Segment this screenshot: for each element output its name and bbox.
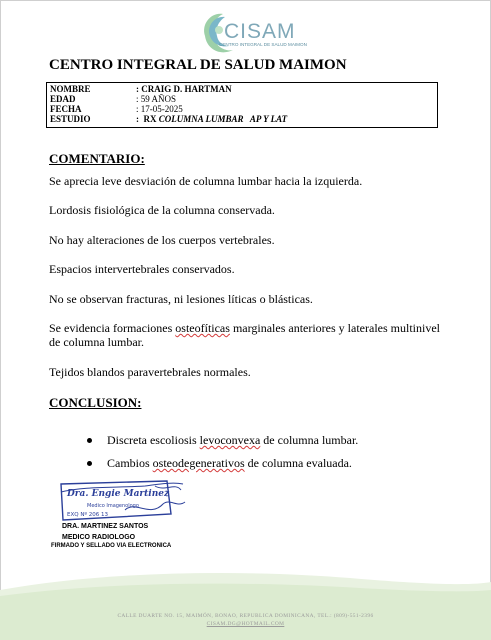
- signer-name: DRA. MARTINEZ SANTOS: [62, 523, 149, 530]
- footer-wave: [0, 568, 491, 640]
- comentario-p6: [49, 321, 449, 349]
- study-value: COLUMNA LUMBAR AP Y LAT: [158, 114, 288, 124]
- item1-part-c: de columna lumbar.: [260, 433, 359, 447]
- footer-email[interactable]: CISAM.DG@HOTMAIL.COM: [206, 621, 285, 627]
- signer-info: [62, 521, 148, 543]
- stamp-exeq: EXQ Nº 206 13: [67, 512, 109, 518]
- comentario-p7: Tejidos blandos paravertebrales normales.: [49, 365, 251, 379]
- logo-text: CISAM: [224, 20, 296, 43]
- logo-subtext: CENTRO INTEGRAL DE SALUD MAIMON: [219, 42, 307, 47]
- info-row-name: [50, 84, 232, 94]
- comentario-p2: Lordosis fisiológica de la columna conservada.: [49, 203, 275, 217]
- patient-info-box: [46, 82, 438, 128]
- item2-part-c: de columna evaluada.: [244, 456, 352, 470]
- date-label: FECHA: [50, 104, 82, 114]
- comentario-p5: No se observan fracturas, ni lesiones líticas o blásticas.: [49, 292, 313, 306]
- info-row-age: [50, 94, 176, 104]
- footer-address: CALLE DUARTE NO. 15, MAIMÓN, BONAO, REPUBLICA DOMINICANA, TEL.: (809)-551-2396: [117, 613, 374, 619]
- study-prefix: : RX: [136, 114, 159, 124]
- item2-part-b: osteodegenerativos: [152, 456, 245, 470]
- document-title: CENTRO INTEGRAL DE SALUD MAIMON: [49, 57, 347, 73]
- signature-note: FIRMADO Y SELLADO VIA ELECTRONICA: [51, 543, 172, 549]
- bullet-icon: [87, 461, 92, 466]
- comentario-p1: Se aprecia leve desviación de columna lumbar hacia la izquierda.: [49, 174, 363, 188]
- info-row-study: [50, 114, 287, 124]
- age-value: : 59 AÑOS: [136, 94, 177, 104]
- item1-part-a: Discreta escoliosis: [107, 433, 200, 447]
- item1-part-b: levoconvexa: [199, 433, 261, 447]
- stamp-name: Dra. Engie Martinez: [67, 489, 170, 499]
- comentario-p3: No hay alteraciones de los cuerpos vertebrales.: [49, 233, 275, 247]
- conclusion-item-2-text: [107, 456, 352, 470]
- item2-part-a: Cambios: [107, 456, 153, 470]
- p6-part-c: marginales anteriores y laterales multinivel de columna lumbar.: [49, 321, 440, 349]
- comentario-heading: COMENTARIO:: [49, 151, 145, 166]
- signer-role: MEDICO RADIOLOGO: [62, 534, 136, 541]
- date-value: : 17-05-2025: [136, 104, 183, 114]
- bullet-icon: [87, 438, 92, 443]
- stamp-role: Medico Imagenologo: [87, 503, 139, 509]
- conclusion-heading: CONCLUSION:: [49, 395, 142, 410]
- p6-part-b: osteofíticas: [175, 321, 230, 335]
- info-row-date: [50, 104, 183, 114]
- conclusion-item-1-text: [107, 433, 358, 447]
- comentario-p4: Espacios intervertebrales conservados.: [49, 262, 235, 276]
- p6-part-a: Se evidencia formaciones: [49, 321, 176, 335]
- name-label: NOMBRE: [50, 84, 91, 94]
- age-label: EDAD: [50, 94, 76, 104]
- study-label: ESTUDIO: [50, 114, 91, 124]
- name-value: : CRAIG D. HARTMAN: [136, 84, 232, 94]
- signature-stamp: [55, 478, 190, 523]
